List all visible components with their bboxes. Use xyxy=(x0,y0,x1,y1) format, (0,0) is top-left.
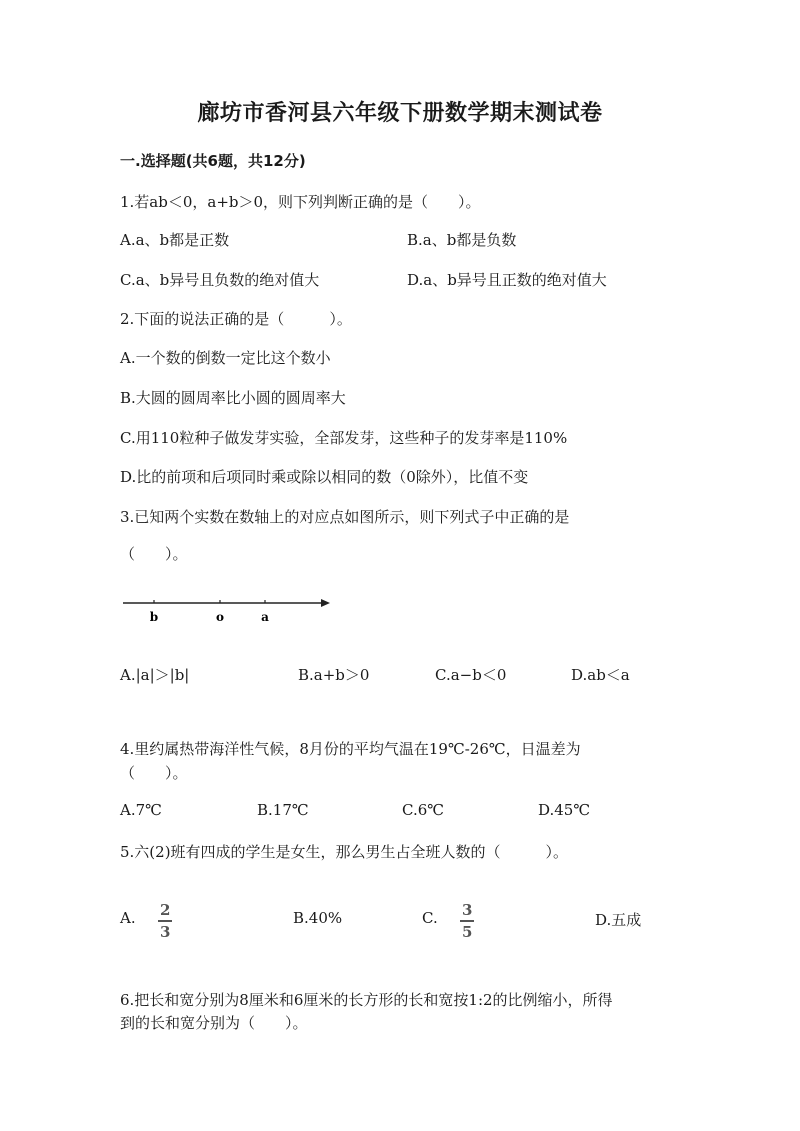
q2-option-a: A.一个数的倒数一定比这个数小 xyxy=(120,349,331,367)
q1-option-d: D.a、b异号且正数的绝对值大 xyxy=(407,271,607,289)
section-heading: 一.选择题(共6题，共12分) xyxy=(120,152,306,170)
q5-option-d: D.五成 xyxy=(595,911,642,929)
page-title: 廊坊市香河县六年级下册数学期末测试卷 xyxy=(197,101,603,126)
label-b: b xyxy=(149,610,159,624)
q3-option-d: D.ab＜a xyxy=(571,666,630,684)
q1-option-a: A.a、b都是正数 xyxy=(120,231,230,249)
q1-option-c: C.a、b异号且负数的绝对值大 xyxy=(120,271,320,289)
q5-c-denominator: 5 xyxy=(462,922,473,941)
q5-option-c: C. xyxy=(422,909,438,927)
number-line-arrow xyxy=(321,599,330,607)
q1-stem: 1.若ab＜0，a+b＞0，则下列判断正确的是（ ）。 xyxy=(120,193,481,211)
q6-stem-line2: 到的长和宽分别为（ ）。 xyxy=(120,1014,308,1032)
q2-option-c: C.用110粒种子做发芽实验，全部发芽，这些种子的发芽率是110% xyxy=(120,429,568,447)
q5-c-numerator: 3 xyxy=(462,901,473,919)
q3-option-a: A.|a|＞|b| xyxy=(120,666,190,684)
q5-option-b: B.40% xyxy=(293,909,343,927)
q2-option-d: D.比的前项和后项同时乘或除以相同的数（0除外），比值不变 xyxy=(120,468,529,486)
q5-option-a-fraction xyxy=(158,903,172,940)
q3-option-c: C.a−b＜0 xyxy=(435,666,507,684)
q5-option-a: A. xyxy=(120,909,136,927)
label-o: o xyxy=(215,610,225,624)
q4-option-d: D.45℃ xyxy=(538,801,591,819)
q5-option-c-fraction xyxy=(460,903,474,940)
q3-stem-paren: （ ）。 xyxy=(120,545,188,563)
q4-stem: 4.里约属热带海洋性气候，8月份的平均气温在19℃-26℃，日温差为 xyxy=(120,740,581,758)
q1-option-b: B.a、b都是负数 xyxy=(407,231,517,249)
q4-option-c: C.6℃ xyxy=(402,801,445,819)
number-line-figure xyxy=(118,590,338,630)
label-a: a xyxy=(261,610,269,624)
q3-stem: 3.已知两个实数在数轴上的对应点如图所示，则下列式子中正确的是 xyxy=(120,508,570,526)
q5-stem: 5.六(2)班有四成的学生是女生，那么男生占全班人数的（ ）。 xyxy=(120,843,569,861)
q2-stem: 2.下面的说法正确的是（ ）。 xyxy=(120,310,352,328)
q2-option-b: B.大圆的圆周率比小圆的圆周率大 xyxy=(120,389,346,407)
q3-option-b: B.a+b＞0 xyxy=(298,666,370,684)
q6-stem: 6.把长和宽分别为8厘米和6厘米的长方形的长和宽按1:2的比例缩小，所得 xyxy=(120,991,613,1009)
q5-a-denominator: 3 xyxy=(160,922,171,941)
q4-option-b: B.17℃ xyxy=(257,801,309,819)
q5-a-numerator: 2 xyxy=(160,901,171,919)
q4-stem-paren: （ ）。 xyxy=(120,764,188,782)
q4-option-a: A.7℃ xyxy=(120,801,162,819)
